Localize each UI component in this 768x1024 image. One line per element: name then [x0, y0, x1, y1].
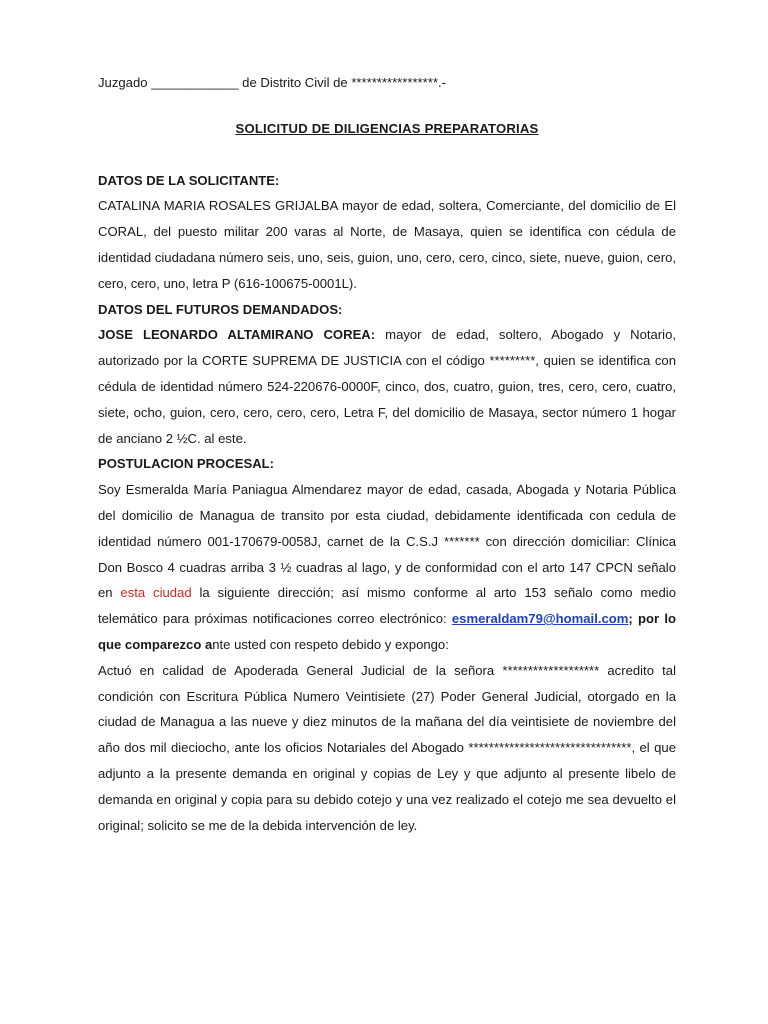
procedural-text-2: la siguiente dirección; así mismo conforme al arto 153 señalo como medio telemático para próximas notificaciones correo electrónico: — [98, 585, 676, 627]
procedural-text-1: Soy Esmeralda María Paniagua Almendarez mayor de edad, casada, Abogada y Notaria Pública del domicilio de Managua de transito por esta ciudad, debidamente identificada con cedula de identidad número 001-170679-0058J, carnet de la C.S.J ******* con dirección domiciliar: Clínica Don Bosco 4 cuadras arriba 3 ½ cuadras al lago, y de conformidad con el arto 147 CPCN señalo en — [98, 482, 676, 601]
court-line: Juzgado ____________ de Distrito Civil de *****************.- — [98, 75, 446, 90]
procedural-text-3: nte usted con respeto debido y expongo: — [212, 636, 449, 652]
defendants-heading: DATOS DEL FUTUROS DEMANDADOS: — [98, 301, 343, 317]
applicant-paragraph: CATALINA MARIA ROSALES GRIJALBA mayor de edad, soltera, Comerciante, del domicilio de El CORAL, del puesto militar 200 varas al Norte, de Masaya, quien se identifica con cédula de identidad ciudadana número seis, uno, seis, guion, uno, cero, cero, cinco, siete, nueve, guion, cero, cero, cero, uno, letra P (616-100675-0001L). — [98, 198, 676, 291]
defendant-name: JOSE LEONARDO ALTAMIRANO COREA: — [98, 327, 376, 343]
appearance-bold-text: ; por lo que comparezco a — [98, 611, 676, 652]
defendant-details: mayor de edad, soltero, Abogado y Notario, autorizado por la CORTE SUPREMA DE JUSTICIA con el código *********, quien se identifica con cédula de identidad número 524-220676-0000F, cinco, dos, cuatro, guion, tres, cero, cero, cuatro, siete, ocho, guion, cero, cero, cero, cero, Letra F, del domicilio de Masaya, sector número 1 hogar de anciano 2 ½C. al este. — [98, 327, 676, 446]
defendants-paragraph — [98, 322, 676, 451]
applicant-heading: DATOS DE LA SOLICITANTE: — [98, 172, 280, 188]
highlighted-location: esta ciudad — [120, 585, 192, 601]
document-title: SOLICITUD DE DILIGENCIAS PREPARATORIAS — [235, 120, 539, 136]
procedural-heading: POSTULACION PROCESAL: — [98, 456, 275, 472]
representation-paragraph: Actuó en calidad de Apoderada General Judicial de la señora ******************* acredito tal condición con Escritura Pública Numero Veintisiete (27) Poder General Judicial, otorgado en la ciudad de Managua a las nueve y diez minutos de la mañana del día veintisiete de noviembre del año dos mil dieciocho, ante los oficios Notariales del Abogado ********************************, el que adjunto a la presente demanda en original y copias de Ley y que adjunto al presente libelo de demanda en original y copia para su debido cotejo y una vez realizado el cotejo me sea devuelto el original; solicito se me de la debida intervención de ley. — [98, 662, 676, 833]
document-body — [98, 70, 676, 838]
email-link[interactable]: esmeraldam79@homail.com — [451, 611, 629, 627]
procedural-paragraph — [98, 477, 676, 658]
